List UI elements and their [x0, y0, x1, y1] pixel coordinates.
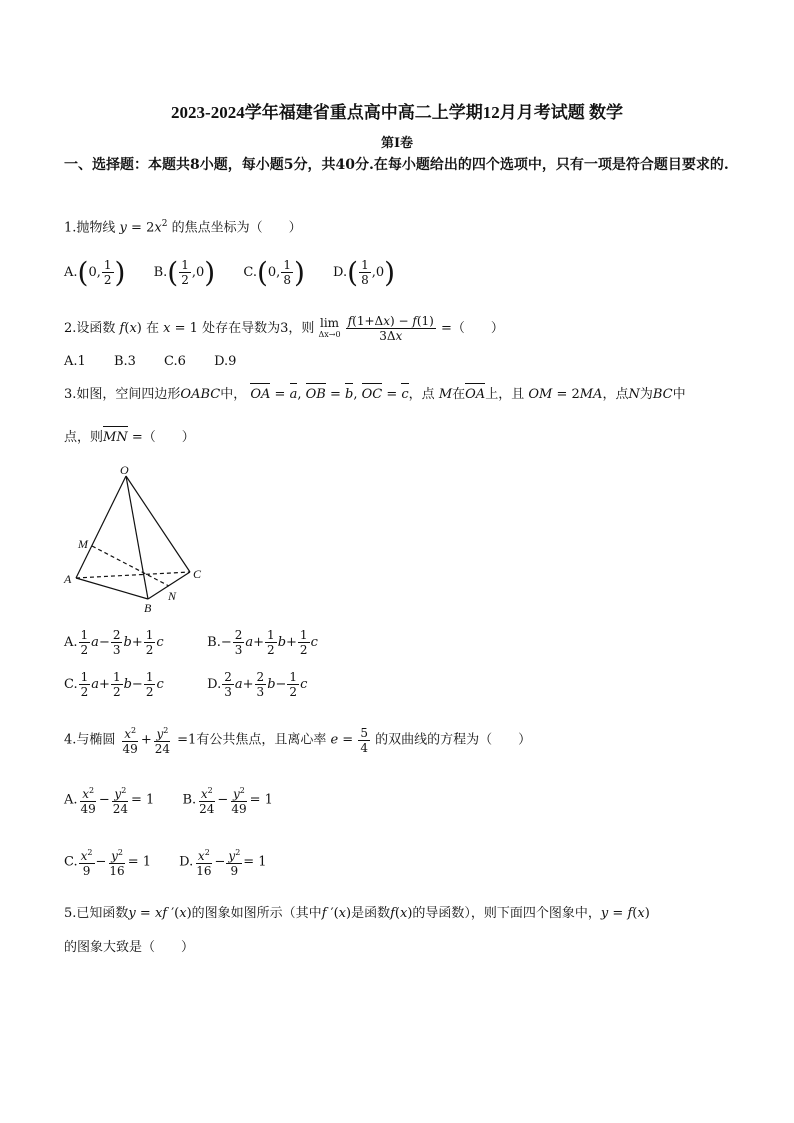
q2-option-c[interactable]: C.6 [164, 354, 186, 369]
tetrahedron-figure [60, 462, 220, 622]
q3-option-d[interactable]: D. $\frac{2}{3}$ a+ $\frac{2}{3}$ b− $\frac{1}{2}$ c [207, 670, 308, 699]
q1-option-d[interactable]: D.( $\frac{1}{8}$ ,0) [333, 256, 396, 289]
q3-option-a[interactable]: A. $\frac{1}{2}$ a− $\frac{2}{3}$ b+ $\frac{1}{2}$ c [64, 628, 164, 657]
section-heading: 一、选择题：本题共8小题，每小题5分，共40分.在每小题给出的四个选项中，只有一项是符合题目要求的. [64, 157, 729, 173]
label-o: O [120, 463, 129, 477]
q2-option-a[interactable]: A.1 [64, 354, 86, 369]
q4-option-d[interactable]: D. $\frac{x^2}{16}$ − $\frac{y^2}{9}$ = 1 [179, 848, 267, 878]
q1-option-b[interactable]: B.( $\frac{1}{2}$ ,0) [153, 256, 216, 289]
question-2: 2.设函数 f(x) 在 x = 1 处存在导数为3，则 lim Δx→0 $\frac{f(1+\Delta x) - f(1)}{3\Delta x}$ =（ ） [64, 314, 504, 343]
question-4: 4.与椭圆 $\frac{x^2}{49}$ + $\frac{y^2}{24}$ =1有公共焦点，且离心率 e = $\frac{5}{4}$ 的双曲线的方程为（ ） [64, 725, 532, 756]
question-5-line1: 5.已知函数y = xf ′(x)的图象如图所示（其中f ′(x)是函数f(x)的导函数），则下面四个图象中，y = f(x) [64, 906, 650, 921]
q4-option-b[interactable]: B. $\frac{x^2}{24}$ − $\frac{y^2}{49}$ = 1 [182, 786, 273, 816]
question-5-line2: 的图象大致是（ ） [64, 940, 195, 955]
label-c: C [193, 567, 202, 581]
question-3-line1: 3.如图，空间四边形OABC中， OA = a, OB = b, OC = c，点 M在OA上，且 OM = 2MA，点N为BC中 [64, 385, 686, 405]
q2-option-b[interactable]: B.3 [113, 354, 136, 369]
question-1: 1.抛物线 $y = 2x^2$ 的焦点坐标为（ ） [64, 219, 302, 236]
q1-prefix: 1.抛物线 [64, 220, 116, 236]
q3-option-c[interactable]: C. $\frac{1}{2}$ a+ $\frac{1}{2}$ b− $\frac{1}{2}$ c [64, 670, 164, 699]
q4-options-row2 [64, 846, 291, 878]
label-a: A [64, 572, 72, 586]
question-3-line2: 点，则MN =（ ） [64, 428, 195, 448]
q1-option-a[interactable]: A.(0, $\frac{1}{2}$ ) [64, 256, 126, 289]
q1-options [64, 256, 419, 289]
page-title: 2023-2024学年福建省重点高中高二上学期12月月考试题 数学 [171, 103, 623, 122]
part-label: 第I卷 [380, 136, 414, 151]
q3-options-row2 [64, 670, 331, 699]
label-b: B [144, 601, 152, 615]
q3-option-b[interactable]: B.− $\frac{2}{3}$ a+ $\frac{1}{2}$ b+ $\frac{1}{2}$ c [207, 628, 318, 657]
q1-suffix: 的焦点坐标为（ ） [171, 220, 302, 236]
q4-option-c[interactable]: C. $\frac{x^2}{9}$ − $\frac{y^2}{16}$ = 1 [64, 848, 151, 878]
label-n: N [168, 589, 177, 603]
label-m: M [78, 537, 88, 551]
q2-option-d[interactable]: D.9 [214, 354, 237, 369]
q4-options-row1 [64, 784, 297, 816]
q4-option-a[interactable]: A. $\frac{x^2}{49}$ − $\frac{y^2}{24}$ = 1 [64, 786, 155, 816]
q1-option-c[interactable]: C.(0, $\frac{1}{8}$ ) [243, 256, 305, 289]
q2-options [64, 354, 260, 369]
q3-options-row1 [64, 628, 342, 657]
